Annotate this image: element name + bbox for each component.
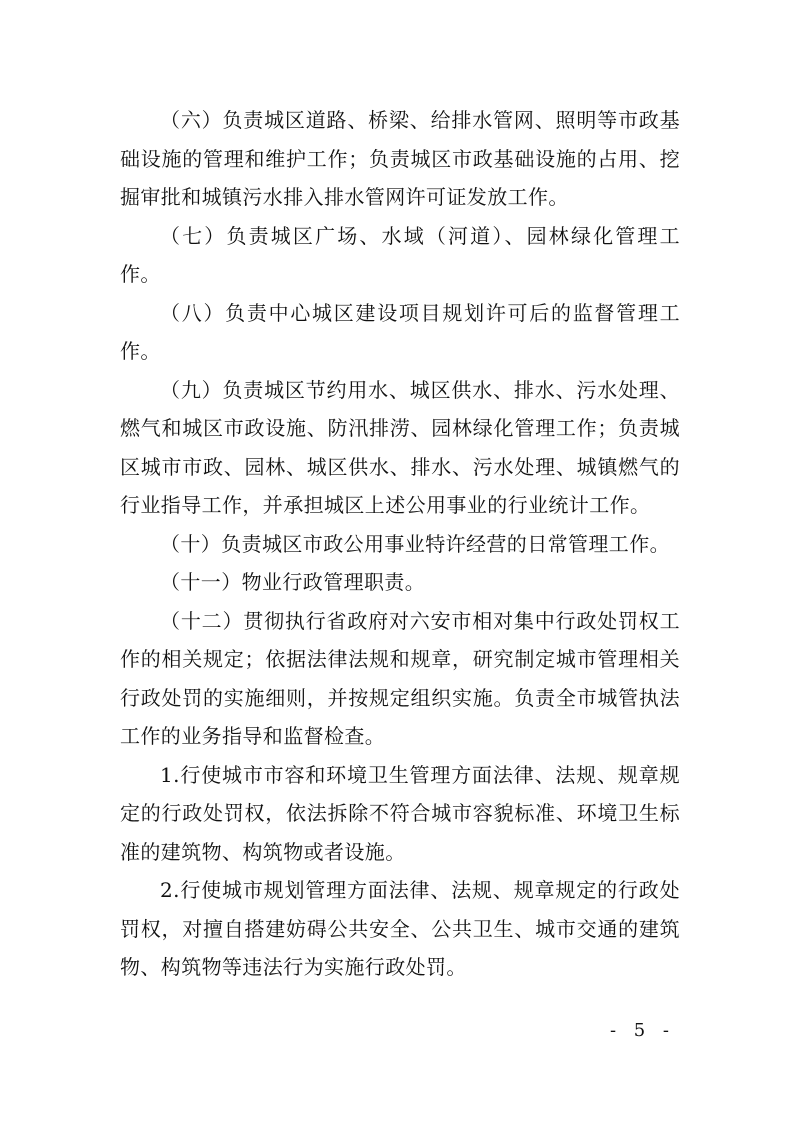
paragraph-subitem-1: 1.行使城市市容和环境卫生管理方面法律、法规、规章规定的行政处罚权，依法拆除不符合城市容貌标准、环境卫生标准的建筑物、构筑物或者设施。 [120,762,680,864]
page-number: - 5 - [609,1020,675,1041]
paragraph-item-7: （七）负责城区广场、水域（河道）、园林绿化管理工作。 [120,223,680,286]
document-body [120,101,680,987]
paragraph-item-9: （九）负责城区节约用水、城区供水、排水、污水处理、燃气和城区市政设施、防汛排涝、园林绿化管理工作；负责城区城市市政、园林、城区供水、排水、污水处理、城镇燃气的行业指导工作，并承担城区上述公用事业的行业统计工作。 [120,377,680,517]
paragraph-item-6: （六）负责城区道路、桥梁、给排水管网、照明等市政基础设施的管理和维护工作；负责城区市政基础设施的占用、挖掘审批和城镇污水排入排水管网许可证发放工作。 [120,108,680,209]
paragraph-subitem-2: 2.行使城市规划管理方面法律、法规、规章规定的行政处罚权，对擅自搭建妨碍公共安全、公共卫生、城市交通的建筑物、构筑物等违法行为实施行政处罚。 [120,878,680,979]
paragraph-item-10: （十）负责城区市政公用事业特许经营的日常管理工作。 [160,531,670,556]
paragraph-item-11: （十一）物业行政管理职责。 [160,570,426,594]
paragraph-item-12: （十二）贯彻执行省政府对六安市相对集中行政处罚权工作的相关规定；依据法律法规和规章，研究制定城市管理相关行政处罚的实施细则，并按规定组织实施。负责全市城管执法工作的业务指导和监督检查。 [120,608,680,748]
paragraph-item-8: （八）负责中心城区建设项目规划许可后的监督管理工作。 [120,300,680,363]
